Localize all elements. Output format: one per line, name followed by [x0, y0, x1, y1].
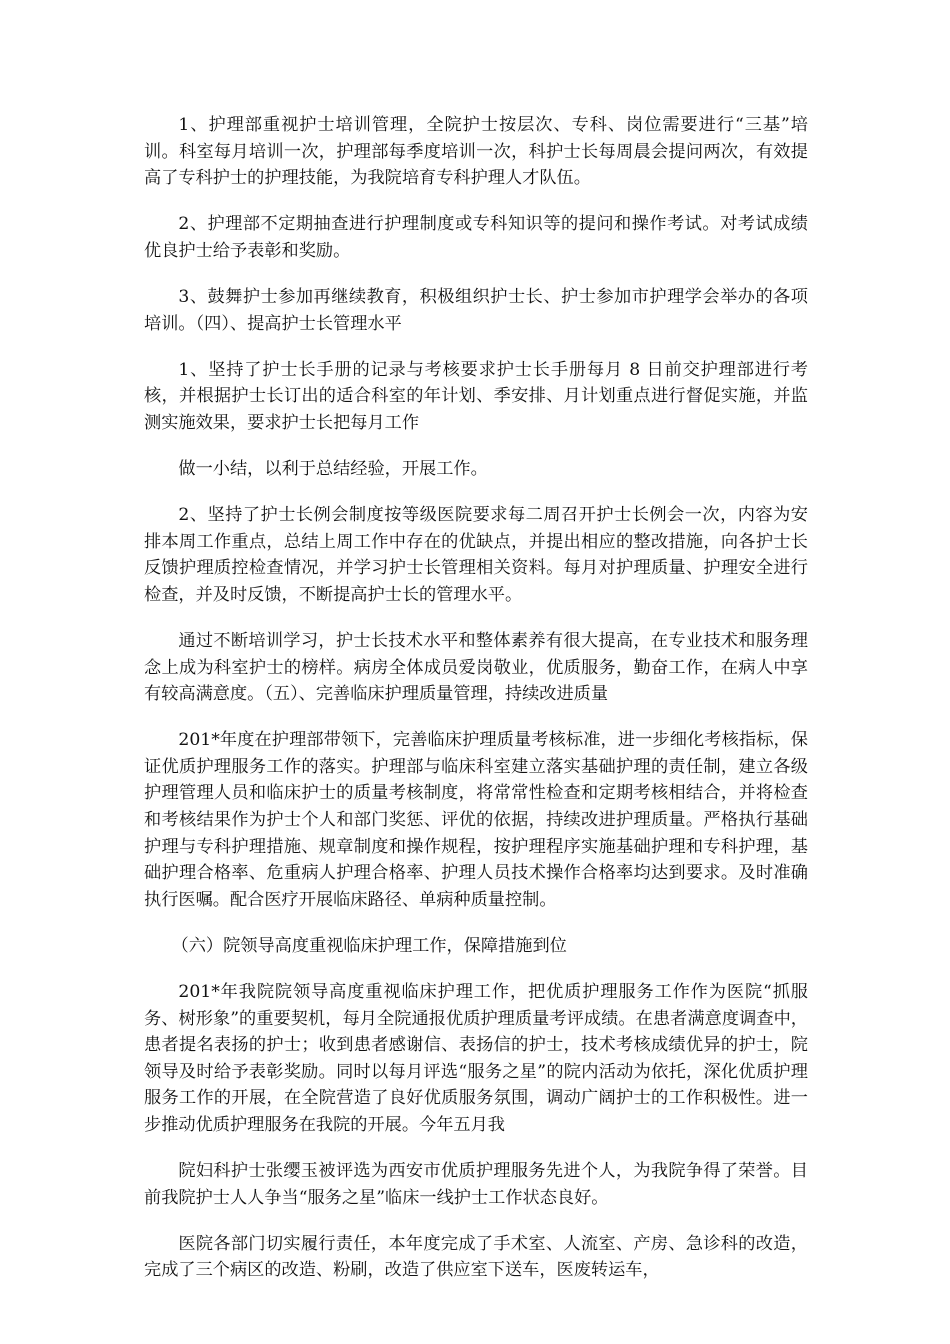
paragraph-head-nurse-meeting: 2、坚持了护士长例会制度按等级医院要求每二周召开护士长例会一次，内容为安排本周工作重点，总结上周工作中存在的优缺点，并提出相应的整改措施，向各护士长反馈护理质控检查情况，并学习护士长管理相关资料。每月对护理质量、护理安全进行检查，并及时反馈，不断提高护士长的管理水平。 [144, 505, 808, 605]
paragraph-continuing-education: 3、鼓舞护士参加再继续教育，积极组织护士长、护士参加市护理学会举办的各项培训。（四）、提高护士长管理水平 [144, 286, 808, 334]
paragraph-spot-check-exam: 2、护理部不定期抽查进行护理制度或专科知识等的提问和操作考试。对考试成绩优良护士给予表彰和奖励。 [144, 214, 808, 261]
document-page [144, 112, 808, 1303]
paragraph-quality-management: 201*年度在护理部带领下，完善临床护理质量考核标准，进一步细化考核指标，保证优质护理服务工作的落实。护理部与临床科室建立落实基础护理的责任制，建立各级护理管理人员和临床护士的质量考核制度，将常常性检查和定期考核相结合，并将检查和考核结果作为护士个人和部门奖惩、评优的依据，持续改进护理质量。严格执行基础护理与专科护理措施、规章制度和操作规程，按护理程序实施基础护理和专科护理，基础护理合格率、危重病人护理合格率、护理人员技术操作合格率均达到要求。及时准确执行医嘱。配合医疗开展临床路径、单病种质量控制。 [144, 730, 808, 910]
paragraph-monthly-summary: 做一小结，以利于总结经验，开展工作。 [178, 458, 488, 479]
paragraph-leadership-support: 201*年我院院领导高度重视临床护理工作，把优质护理服务工作作为医院“抓服务、树形象”的重要契机，每月全院通报优质护理质量考评成绩。在患者满意度调查中，患者提名表扬的护士；收到患者感谢信、表扬信的护士，技术考核成绩优异的护士，院领导及时给予表彰奖励。同时以每月评选“服务之星”的院内活动为依托，深化优质护理服务工作的开展，在全院营造了良好优质服务氛围，调动广阔护士的工作积极性。进一步推动优质护理服务在我院的开展。今年五月我 [144, 981, 808, 1135]
paragraph-department-renovation: 医院各部门切实履行责任，本年度完成了手术室、人流室、产房、急诊科的改造，完成了三个病区的改造、粉刷，改造了供应室下送车，医废转运车， [144, 1233, 808, 1281]
paragraph-training-management: 1、护理部重视护士培训管理，全院护士按层次、专科、岗位需要进行“三基”培训。科室每月培训一次，护理部每季度培训一次，科护士长每周晨会提问两次，有效提高了专科护士的护理技能，为我院培育专科护理人才队伍。 [144, 115, 808, 189]
section-heading-leadership: （六）院领导高度重视临床护理工作，保障措施到位 [171, 935, 567, 956]
paragraph-head-nurse-handbook: 1、坚持了护士长手册的记录与考核要求护士长手册每月 8 日前交护理部进行考核，并根据护士长订出的适合科室的年计划、季安排、月计划重点进行督促实施，并监测实施效果，要求护士长把每月工作 [144, 359, 808, 433]
paragraph-training-results: 通过不断培训学习，护士长技术水平和整体素养有很大提高，在专业技术和服务理念上成为科室护士的榜样。病房全体成员爱岗敬业，优质服务，勤奋工作，在病人中享有较高满意度。（五）、完善临床护理质量管理，持续改进质量 [144, 630, 808, 705]
paragraph-award: 院妇科护士张缨玉被评选为西安市优质护理服务先进个人，为我院争得了荣誉。目前我院护士人人争当“服务之星”临床一线护士工作状态良好。 [144, 1161, 808, 1208]
